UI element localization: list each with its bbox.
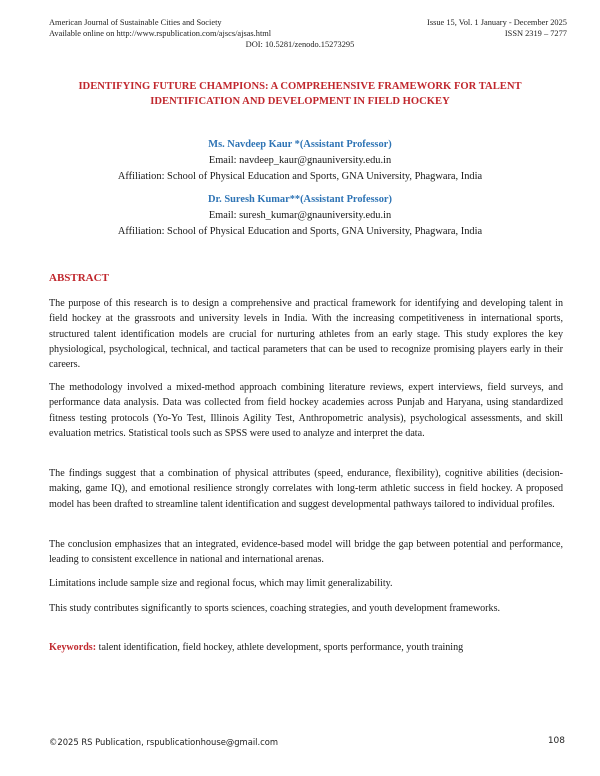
abstract-paragraph: The conclusion emphasizes that an integrated, evidence-based model will bridge the gap between potential and performance, leading to consistent excellence in national and international arenas. — [49, 539, 563, 566]
running-header-doi — [0, 40, 600, 50]
author-email: Email: suresh_kumar@gnauniversity.edu.in — [208, 210, 392, 221]
keywords-line — [49, 640, 563, 655]
journal-url: Available online on http://www.rspublication.com/ajscs/ajsas.html — [49, 29, 272, 38]
issue-info: Issue 15, Vol. 1 January - December 2025 — [427, 18, 567, 27]
abstract-paragraph: The purpose of this research is to design a comprehensive and practical framework for identifying and developing talent in field hockey at the grassroots and university levels in India. With the increasing competitiveness in international sports, structured talent identification models are crucial for nurturing athletes from an early stage. This study explores the key physiological, psychological, technical, and tactical parameters that can be used to recognize promising players early in their careers. — [49, 298, 563, 371]
author-block-2 — [0, 192, 600, 240]
doi: DOI: 10.5281/zenodo.15273295 — [245, 40, 355, 49]
running-header-line1 — [49, 18, 567, 28]
abstract-paragraph: This study contributes significantly to sports sciences, coaching strategies, and youth development frameworks. — [49, 603, 501, 614]
running-header-line2 — [49, 29, 567, 39]
keywords-text: talent identification, field hockey, athlete development, sports performance, youth training — [98, 642, 464, 653]
author-email: Email: navdeep_kaur@gnauniversity.edu.in — [208, 155, 392, 166]
paper-title-line1: IDENTIFYING FUTURE CHAMPIONS: A COMPREHENSIVE FRAMEWORK FOR TALENT — [78, 81, 522, 92]
paper-title — [40, 79, 560, 109]
author-name: Ms. Navdeep Kaur *(Assistant Professor) — [208, 139, 392, 150]
abstract-paragraph: Limitations include sample size and regional focus, which may limit generalizability. — [49, 578, 393, 589]
author-affiliation: Affiliation: School of Physical Education and Sports, GNA University, Phagwara, India — [117, 171, 483, 182]
abstract-heading: ABSTRACT — [49, 272, 109, 284]
keywords-label: Keywords: — [49, 642, 97, 653]
author-block-1 — [0, 137, 600, 185]
author-name: Dr. Suresh Kumar**(Assistant Professor) — [208, 194, 392, 205]
abstract-paragraph: The findings suggest that a combination of physical attributes (speed, endurance, flexibility), cognitive abilities (decision-making, game IQ), and emotional resilience strongly correlates with long-term athletic success in field hockey. A proposed model has been drafted to streamline talent identification and suggest developmental pathways tailored to individual profiles. — [49, 468, 563, 510]
paper-title-line2: IDENTIFICATION AND DEVELOPMENT IN FIELD HOCKEY — [150, 96, 450, 107]
journal-name: American Journal of Sustainable Cities and Society — [49, 18, 222, 27]
abstract-paragraph: The methodology involved a mixed-method approach combining literature reviews, expert interviews, field surveys, and performance data analysis. Data was collected from field hockey academies across Punjab and Haryana, using standardized fitness testing protocols (Yo-Yo Test, Illinois Agility Test, Anthropometric analysis), psychological assessments, and skill evaluation metrics. Statistical tools such as SPSS were used to analyze and interpret the data. — [49, 382, 563, 439]
issn: ISSN 2319 – 7277 — [504, 29, 567, 38]
footer-copyright: ©2025 RS Publication, rspublicationhouse@gmail.com — [49, 737, 279, 747]
author-affiliation: Affiliation: School of Physical Education and Sports, GNA University, Phagwara, India — [117, 226, 483, 237]
page-number: 108 — [547, 736, 565, 746]
